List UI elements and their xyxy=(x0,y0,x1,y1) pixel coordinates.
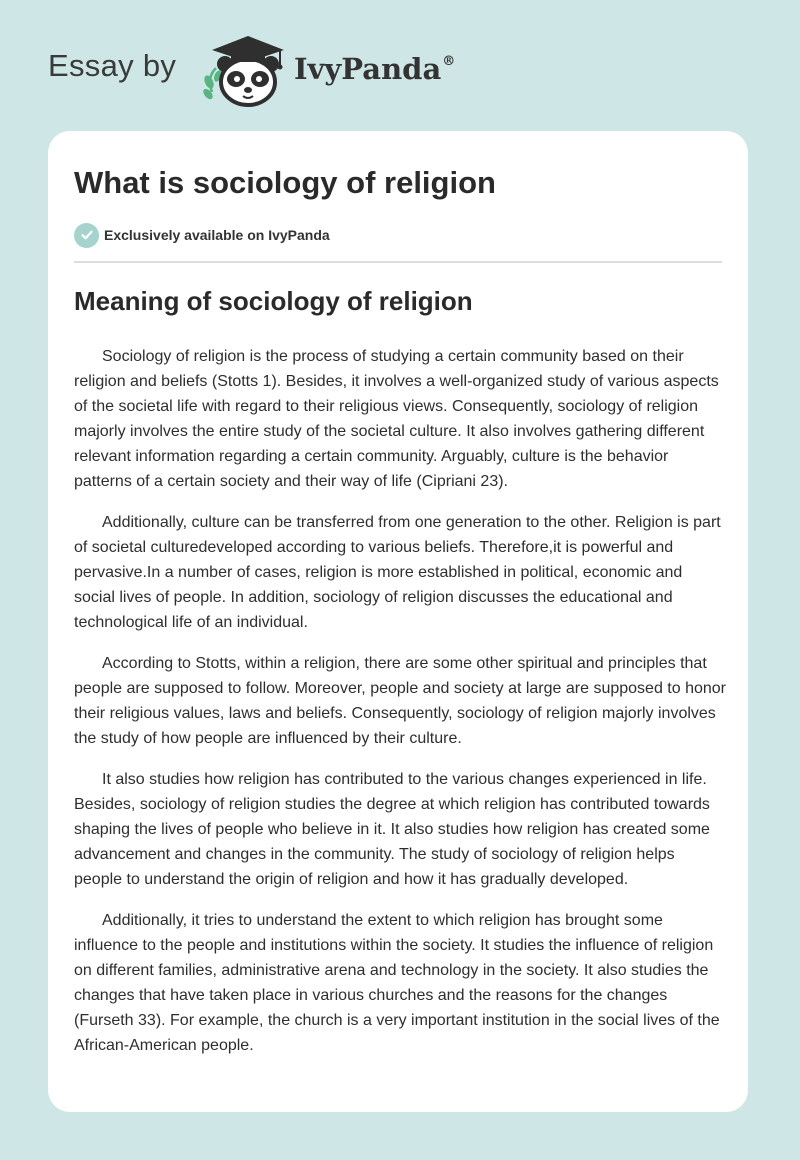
essay-body xyxy=(74,344,726,1074)
exclusive-badge xyxy=(74,222,330,248)
divider xyxy=(74,261,722,263)
paragraph: Sociology of religion is the process of studying a certain community based on their religion and beliefs (Stotts 1). Besides, it involves a well-organized study of various aspects of the societal life with regard to their religious views. Consequently, sociology of religion majorly involves the entire study of the societal culture. It also involves gathering different relevant information regarding a certain community. Arguably, culture is the behavior patterns of a certain society and their way of life (Cipriani 23). xyxy=(74,348,719,490)
paragraph: It also studies how religion has contributed to the various changes experienced in life. Besides, sociology of religion studies the degree at which religion has contributed towards shaping the lives of people who believe in it. It also studies how religion has created some advancement and changes in the community. The study of sociology of religion helps people to understand the origin of religion and how it has gradually developed. xyxy=(74,771,710,888)
section-heading: Meaning of sociology of religion xyxy=(74,286,473,316)
brand-name-text: IvyPanda xyxy=(294,52,442,86)
paragraph: Additionally, culture can be transferred from one generation to the other. Religion is part of societal culturedeveloped according to various beliefs. Therefore,it is powerful and pervasive.In a number of cases, religion is more established in political, economic and social lives of people. In addition, sociology of religion discusses the educational and technological life of an individual. xyxy=(74,514,721,631)
brand-prefix: Essay by xyxy=(48,48,177,83)
badge-label: Exclusively available on IvyPanda xyxy=(104,227,330,243)
page-title: What is sociology of religion xyxy=(74,165,496,200)
paragraph: Additionally, it tries to understand the extent to which religion has brought some influence to the people and institutions within the society. It studies the influence of religion on different families, administrative arena and technology in the society. It also studies the changes that have taken place in various churches and the reasons for the changes (Furseth 33). For example, the church is a very important institution in the social lives of the African-American people. xyxy=(74,912,720,1054)
check-circle-icon xyxy=(74,223,99,248)
brand-name[interactable] xyxy=(294,52,455,86)
site-header xyxy=(48,30,468,110)
registered-mark: ® xyxy=(442,54,456,69)
essay-card xyxy=(48,131,748,1112)
paragraph: According to Stotts, within a religion, there are some other spiritual and principles that people are supposed to follow. Moreover, people and society at large are supposed to honor their religious values, laws and beliefs. Consequently, sociology of religion majorly involves the study of how people are influenced by their culture. xyxy=(74,655,726,747)
panda-graduate-logo-icon[interactable] xyxy=(200,30,296,110)
